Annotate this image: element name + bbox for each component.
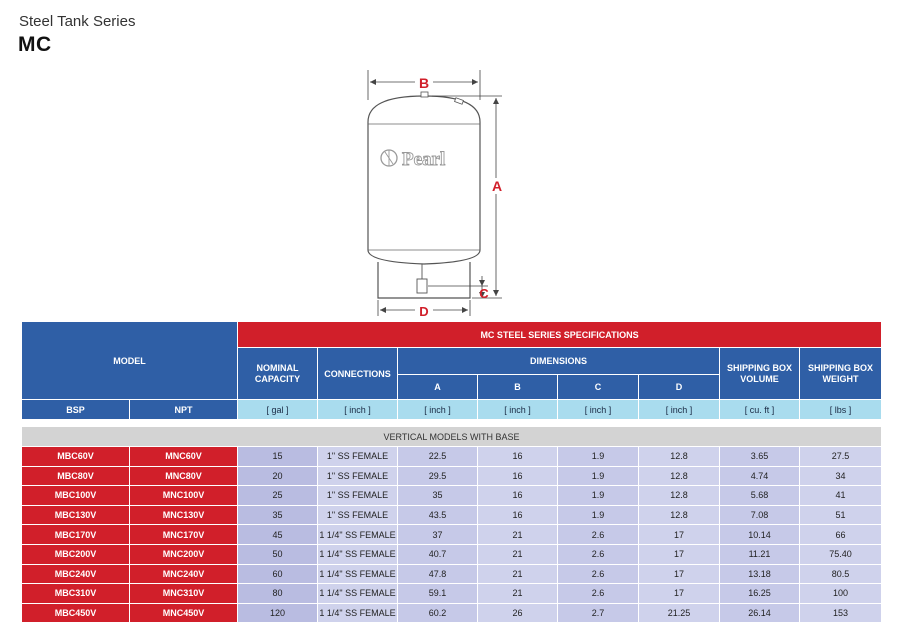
volume-cell: 5.68 [720,486,800,506]
table-row [22,603,882,623]
capacity-cell: 15 [238,447,318,467]
dim-d-cell: 12.8 [639,505,720,525]
table-row [22,466,882,486]
shipping-volume-header [720,348,800,400]
dim-d-cell: 21.25 [639,603,720,623]
pearl-logo-text: Pearl [402,149,446,170]
dim-a-cell: 60.2 [398,603,478,623]
unit-a: [ inch ] [398,400,478,420]
shipping-volume-label: SHIPPING BOX VOLUME [726,362,792,384]
model-npt-cell: MNC130V [130,505,238,525]
volume-cell: 4.74 [720,466,800,486]
dimensions-header: DIMENSIONS [398,348,720,375]
unit-c: [ inch ] [558,400,639,420]
dim-a-label: A [491,178,503,194]
section-label: VERTICAL MODELS WITH BASE [22,427,882,447]
dim-c-cell: 2.6 [558,564,639,584]
dim-d-label: D [419,304,429,319]
weight-cell: 41 [800,486,882,506]
volume-cell: 13.18 [720,564,800,584]
dim-c-cell: 2.6 [558,584,639,604]
model-npt-cell: MNC200V [130,544,238,564]
dim-a-cell: 47.8 [398,564,478,584]
dim-d-cell: 17 [639,564,720,584]
dim-d-cell: 12.8 [639,486,720,506]
dim-c-label: C [479,286,489,301]
dim-d-cell: 12.8 [639,447,720,467]
weight-cell: 27.5 [800,447,882,467]
dim-d-header: D [639,375,720,400]
dim-c-cell: 2.6 [558,525,639,545]
dim-d-cell: 17 [639,584,720,604]
model-npt-cell: MNC310V [130,584,238,604]
model-npt-cell: MNC170V [130,525,238,545]
model-bsp-cell: MBC60V [22,447,130,467]
model-npt-cell: MNC80V [130,466,238,486]
model-header: MODEL [22,322,238,400]
model-npt-cell: MNC240V [130,564,238,584]
capacity-cell: 25 [238,486,318,506]
shipping-weight-label: SHIPPING BOX WEIGHT [808,362,874,384]
dim-b-cell: 21 [478,544,558,564]
table-row [22,584,882,604]
model-bsp-cell: MBC310V [22,584,130,604]
connection-cell: 1" SS FEMALE [318,505,398,525]
dim-a-cell: 35 [398,486,478,506]
capacity-cell: 50 [238,544,318,564]
table-row [22,505,882,525]
shipping-weight-header [800,348,882,400]
connection-cell: 1 1/4" SS FEMALE [318,525,398,545]
npt-header: NPT [130,400,238,420]
model-bsp-cell: MBC200V [22,544,130,564]
weight-cell: 75.40 [800,544,882,564]
connection-cell: 1" SS FEMALE [318,486,398,506]
model-bsp-cell: MBC170V [22,525,130,545]
dim-b-header: B [478,375,558,400]
dim-a-cell: 37 [398,525,478,545]
dim-c-cell: 1.9 [558,447,639,467]
dim-c-header: C [558,375,639,400]
dim-a-cell: 22.5 [398,447,478,467]
weight-cell: 66 [800,525,882,545]
dim-d-cell: 12.8 [639,466,720,486]
bsp-header: BSP [22,400,130,420]
weight-cell: 100 [800,584,882,604]
weight-cell: 51 [800,505,882,525]
model-bsp-cell: MBC450V [22,603,130,623]
volume-cell: 7.08 [720,505,800,525]
model-bsp-cell: MBC100V [22,486,130,506]
unit-weight: [ lbs ] [800,400,882,420]
volume-cell: 11.21 [720,544,800,564]
volume-cell: 3.65 [720,447,800,467]
tank-body [368,96,480,264]
dim-b-cell: 21 [478,584,558,604]
top-fitting [421,92,428,97]
unit-connections: [ inch ] [318,400,398,420]
connection-cell: 1 1/4" SS FEMALE [318,584,398,604]
dim-b-label: B [418,75,430,91]
dim-a-cell: 59.1 [398,584,478,604]
table-title: MC STEEL SERIES SPECIFICATIONS [238,322,882,348]
capacity-cell: 35 [238,505,318,525]
capacity-cell: 45 [238,525,318,545]
model-npt-cell: MNC60V [130,447,238,467]
dim-a-cell: 29.5 [398,466,478,486]
model-npt-cell: MNC450V [130,603,238,623]
model-bsp-cell: MBC130V [22,505,130,525]
dim-b-cell: 26 [478,603,558,623]
capacity-cell: 80 [238,584,318,604]
connection-cell: 1 1/4" SS FEMALE [318,544,398,564]
dim-a-header: A [398,375,478,400]
table-row [22,486,882,506]
dim-b-cell: 16 [478,486,558,506]
connection-cell: 1 1/4" SS FEMALE [318,564,398,584]
dim-b-cell: 21 [478,564,558,584]
dim-a-cell: 43.5 [398,505,478,525]
table-row [22,564,882,584]
table-row [22,544,882,564]
unit-capacity: [ gal ] [238,400,318,420]
dim-b-cell: 16 [478,466,558,486]
unit-d: [ inch ] [639,400,720,420]
volume-cell: 10.14 [720,525,800,545]
capacity-cell: 20 [238,466,318,486]
series-title: Steel Tank Series [19,13,136,30]
connection-cell: 1" SS FEMALE [318,466,398,486]
unit-volume: [ cu. ft ] [720,400,800,420]
dim-c-cell: 2.7 [558,603,639,623]
spec-data-table [21,426,882,623]
dim-d-cell: 17 [639,525,720,545]
dim-d-cell: 17 [639,544,720,564]
bottom-connection [417,279,427,293]
capacity-cell: 60 [238,564,318,584]
dim-a-cell: 40.7 [398,544,478,564]
nominal-capacity-label: NOMINAL CAPACITY [254,362,301,384]
weight-cell: 34 [800,466,882,486]
unit-b: [ inch ] [478,400,558,420]
nominal-capacity-header [238,348,318,400]
capacity-cell: 120 [238,603,318,623]
volume-cell: 26.14 [720,603,800,623]
table-row [22,525,882,545]
model-bsp-cell: MBC240V [22,564,130,584]
weight-cell: 80.5 [800,564,882,584]
dim-c-cell: 1.9 [558,486,639,506]
dim-c-cell: 1.9 [558,466,639,486]
spec-header-table [21,321,882,420]
data-rows [22,447,882,623]
model-npt-cell: MNC100V [130,486,238,506]
model-title: MC [18,33,52,56]
dim-b-cell: 16 [478,447,558,467]
dim-c-cell: 1.9 [558,505,639,525]
table-row [22,447,882,467]
volume-cell: 16.25 [720,584,800,604]
dim-b-cell: 16 [478,505,558,525]
dim-c-cell: 2.6 [558,544,639,564]
connection-cell: 1 1/4" SS FEMALE [318,603,398,623]
model-bsp-cell: MBC80V [22,466,130,486]
connections-header: CONNECTIONS [318,348,398,400]
weight-cell: 153 [800,603,882,623]
dim-b-cell: 21 [478,525,558,545]
connection-cell: 1" SS FEMALE [318,447,398,467]
